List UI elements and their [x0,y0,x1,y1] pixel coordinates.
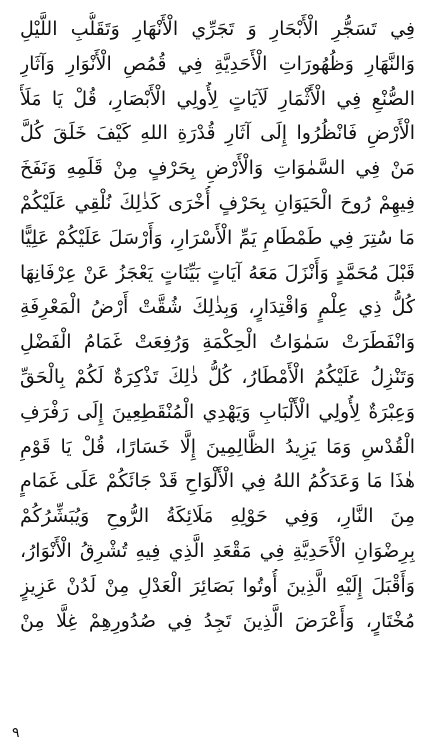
text-line: مِنَ النَّارِ، وَفِي حَوْلِهِ مَلَائِكَةُ الرُّوحِ وَيُبَشِّرُكُمْ [20,505,415,528]
text-line: وَعِبْرَةٌ لِأُولِي الْأَلْبَابِ وَيَهْدِي الْمُنْقَطِعِينَ إِلَى رَفْرَفِ [20,400,415,423]
text-line: قَبْلَ مُحَمَّدٍ وَأَنْزَلَ مَعَهُ آيَاتٍ بَيِّنَاتٍ يَعْجَزُ عَنْ عِرْفَانِهَا [20,261,415,284]
arabic-text-block [20,12,415,638]
text-line: الْقُدْسِ وَمَا يَزِيدُ الظَّالِمِينَ إِلَّا خَسَارًا، قُلْ يَا قَوْمِ [20,435,415,458]
text-line: بِرِضْوَانِ الْأَحَدِيَّةِ فِي مَقْعَدِ الَّذِي فِيهِ تُشْرِقُ الْأَنْوَارُ، [20,539,415,562]
text-line: الْأَرْضِ فَانْظُرُوا إِلَى آثَارِ قُدْرَةِ اللهِ كَيْفَ خَلَقَ كُلَّ [20,122,415,145]
page-number: ٩ [12,725,20,741]
text-line: هٰذَا مَا وَعَدَكُمُ اللهُ فِي الْأَلْوَاحِ قَدْ جَائَكُمْ عَلَى غَمَامٍ [20,470,415,493]
text-line: وَانْفَطَرَتْ سَمٰوَاتُ الْحِكْمَةِ وَرُفِعَتْ غَمَامُ الْفَضْلِ [20,331,415,354]
text-line: وَأَقْبَلَ إِلَيْهِ الَّذِينَ أُوتُوا بَصَائِرَ الْعَدْلِ مِنْ لَدُنْ عَزِيزٍ [20,574,415,597]
text-line: فِيهِمْ رُوحَ الْحَيَوَانِ بِحَرْفٍ أُخْرَى كَذٰلِكَ نُلْقِي عَلَيْكُمْ [20,191,415,214]
text-line: فِي تَسَجُّرِ الْأَبْحَارِ وَ تَجَرِّي الْأَنْهَارِ وَتَقَلُّبِ اللَّيْلِ [20,18,415,40]
text-line: وَتَنْزِلُ عَلَيْكُمُ الْأَمْطَارُ، كُلُّ ذٰلِكَ تَذْكِرَةٌ لَكُمْ بِالْحَقِّ [20,365,415,388]
text-line: كُلُّ ذِي عِلْمٍ وَاقْتِدَارٍ، وَبِذٰلِكَ شُقَّتْ أَرْضُ الْمَعْرِفَةِ [20,296,415,319]
text-line: الصُّنْعِ فِي الْأَثْمَارِ لَآيَاتٍ لِأُولِي الْأَبْصَارِ، قُلْ يَا مَلَأَ [20,87,415,110]
text-line: مَا سُتِرَ فِي طَمْطَامِ يَمِّ الْأَسْرَارِ، وَأَرْسَلَ عَلَيْكُمْ عَلِيًّا [20,226,415,249]
text-line: مَنْ فِي السَّمٰوَاتِ وَالْأَرْضِ بِحَرْفٍ مِنْ قَلَمِهِ وَنَفَخَ [20,157,415,180]
text-line: وَالنَّهَارِ وَظُهُورَاتِ الْأَحَدِيَّةِ فِي قُمُصِ الْأَنْوَارِ وَآثَارِ [20,52,415,75]
text-line: مُخْتَارٍ، وَأَعْرَضَ الَّذِينَ تَجِدُ فِي صُدُورِهِمْ غِلًّا مِنْ [20,609,415,632]
